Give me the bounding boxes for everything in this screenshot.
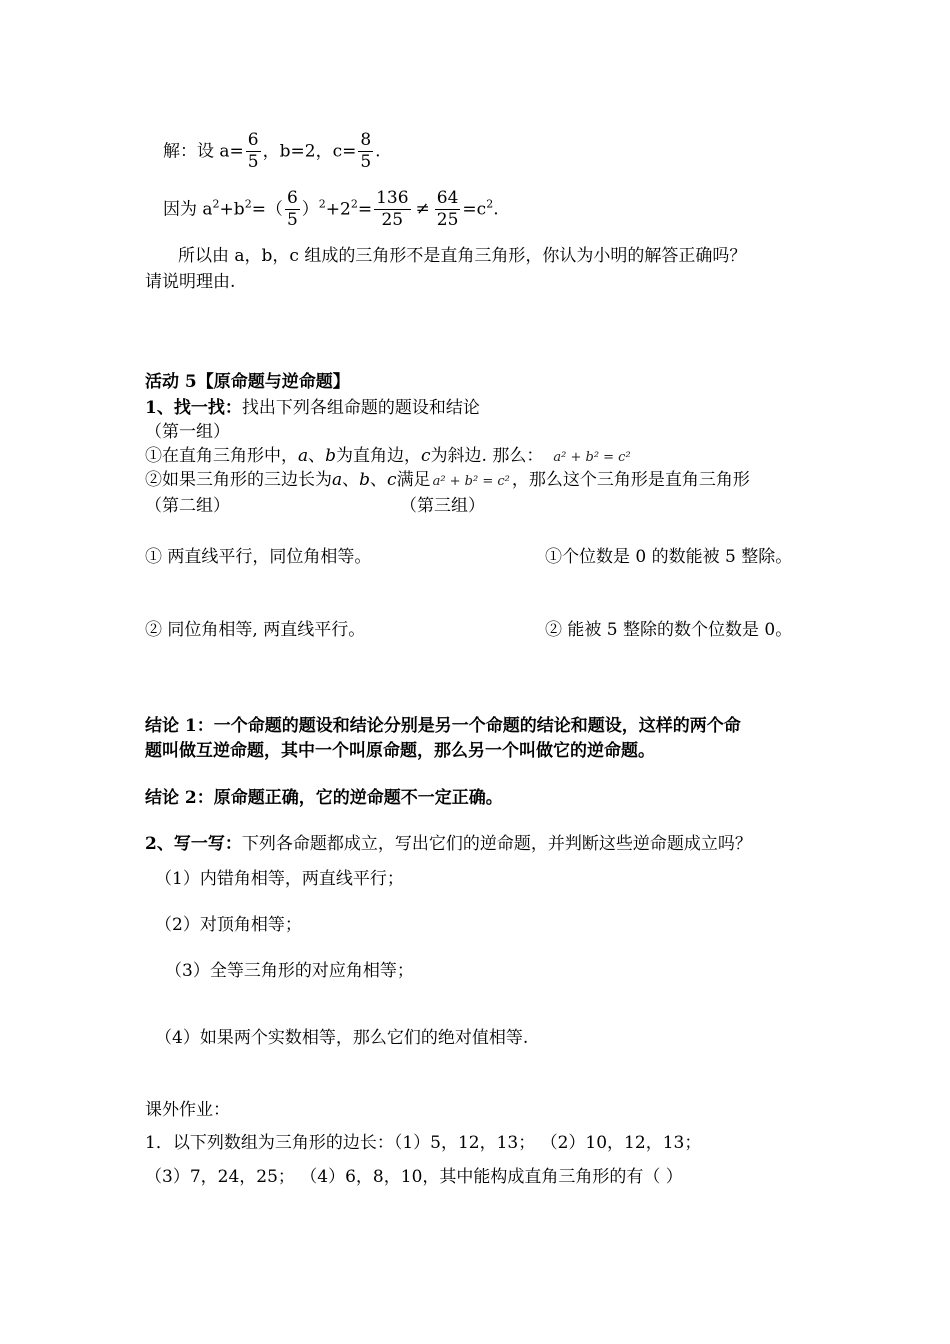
fraction-6-5 <box>285 188 300 232</box>
group2-label: （第二组） <box>145 496 230 516</box>
conclusion-1-line-1: 结论 1：一个命题的题设和结论分别是另一个命题的结论和题设，这样的两个命 <box>145 716 741 736</box>
find-text: 找出下列各组命题的题设和结论 <box>241 398 480 418</box>
var-a: a <box>332 470 343 490</box>
var-a: a <box>298 446 309 466</box>
group3-item-2: ② 能被 5 整除的数个位数是 0。 <box>545 620 793 640</box>
homework-q1-line-2: （3）7，24，25； （4）6，8，10，其中能构成直角三角形的有（ ） <box>145 1167 683 1187</box>
numerator: 6 <box>246 130 261 152</box>
text: =c <box>462 199 487 220</box>
var-c: c <box>421 446 431 466</box>
text: 因为 a <box>163 199 213 220</box>
superscript: 2 <box>244 197 252 211</box>
numerator: 6 <box>285 188 300 210</box>
text: ，那么这个三角形是直角三角形 <box>511 470 750 490</box>
var-b: b <box>325 446 337 466</box>
activity-title: 活动 5【原命题与逆命题】 <box>145 372 350 392</box>
text: . <box>375 141 381 162</box>
superscript: 2 <box>318 197 326 211</box>
pythagorean-formula: a² + b² = c² <box>553 450 631 465</box>
text: 为直角边， <box>336 446 422 466</box>
numerator: 8 <box>358 130 373 152</box>
fraction-c <box>358 130 373 174</box>
denominator: 5 <box>247 152 259 173</box>
text: 、 <box>308 446 326 466</box>
solution-line-3: 所以由 a，b，c 组成的三角形不是直角三角形，你认为小明的解答正确吗？ <box>178 246 747 266</box>
pythagorean-formula: a² + b² = c² <box>432 474 510 489</box>
text: ） <box>301 199 319 220</box>
text: 解：设 a= <box>163 141 244 162</box>
text: ①在直角三角形中， <box>145 446 298 466</box>
text: 、 <box>342 470 360 490</box>
write-text: 下列各命题都成立，写出它们的逆命题，并判断这些逆命题成立吗？ <box>241 834 752 854</box>
not-equal-sign: ≠ <box>415 199 430 220</box>
text: 、 <box>370 470 388 490</box>
group2-item-2: ② 同位角相等, 两直线平行。 <box>145 620 366 640</box>
homework-q1-line-1: 1．以下列数组为三角形的边长：（1）5，12，13； （2）10，12，13； <box>145 1133 702 1153</box>
homework-title: 课外作业： <box>145 1100 230 1120</box>
denominator: 5 <box>360 152 372 173</box>
numerator: 136 <box>374 188 410 210</box>
text: 满足 <box>396 470 431 490</box>
conclusion-1-line-2: 题叫做互逆命题，其中一个叫原命题，那么另一个叫做它的逆命题。 <box>145 741 655 761</box>
text: ，b=2，c= <box>262 141 357 162</box>
text: . <box>493 199 499 220</box>
denominator: 5 <box>286 210 298 231</box>
write-label: 2、写一写： <box>145 834 242 854</box>
text: ②如果三角形的三边长为 <box>145 470 332 490</box>
denominator: 25 <box>436 210 459 231</box>
conclusion-2: 结论 2：原命题正确，它的逆命题不一定正确。 <box>145 788 503 808</box>
var-b: b <box>359 470 371 490</box>
find-label: 1、找一找： <box>145 398 242 418</box>
text: =（ <box>251 199 283 220</box>
fraction-136-25 <box>374 188 410 232</box>
write-item-3: （3）全等三角形的对应角相等； <box>165 961 414 981</box>
fraction-a <box>246 130 261 174</box>
solution-line-1 <box>163 130 381 174</box>
group1-item-1 <box>145 448 631 465</box>
fraction-64-25 <box>435 188 461 232</box>
write-item-1: （1）内错角相等，两直线平行； <box>155 869 404 889</box>
numerator: 64 <box>435 188 461 210</box>
superscript: 2 <box>350 197 358 211</box>
superscript: 2 <box>486 197 494 211</box>
group2-item-1: ① 两直线平行，同位角相等。 <box>145 547 372 567</box>
solution-line-2 <box>163 188 499 232</box>
solution-line-4: 请说明理由. <box>145 272 236 292</box>
group3-item-1: ①个位数是 0 的数能被 5 整除。 <box>545 547 793 567</box>
group1-label: （第一组） <box>145 422 230 442</box>
write-item-4: （4）如果两个实数相等，那么它们的绝对值相等. <box>155 1028 529 1048</box>
var-c: c <box>387 470 397 490</box>
write-item-2: （2）对顶角相等； <box>155 915 302 935</box>
text: +b <box>219 199 245 220</box>
find-line <box>145 400 480 417</box>
group1-item-2 <box>145 472 750 489</box>
text: 为斜边. 那么： <box>430 446 544 466</box>
superscript: 2 <box>212 197 220 211</box>
text: +2 <box>325 199 351 220</box>
write-line <box>145 836 752 853</box>
group3-label: （第三组） <box>400 496 485 516</box>
text: = <box>357 199 373 220</box>
denominator: 25 <box>381 210 404 231</box>
